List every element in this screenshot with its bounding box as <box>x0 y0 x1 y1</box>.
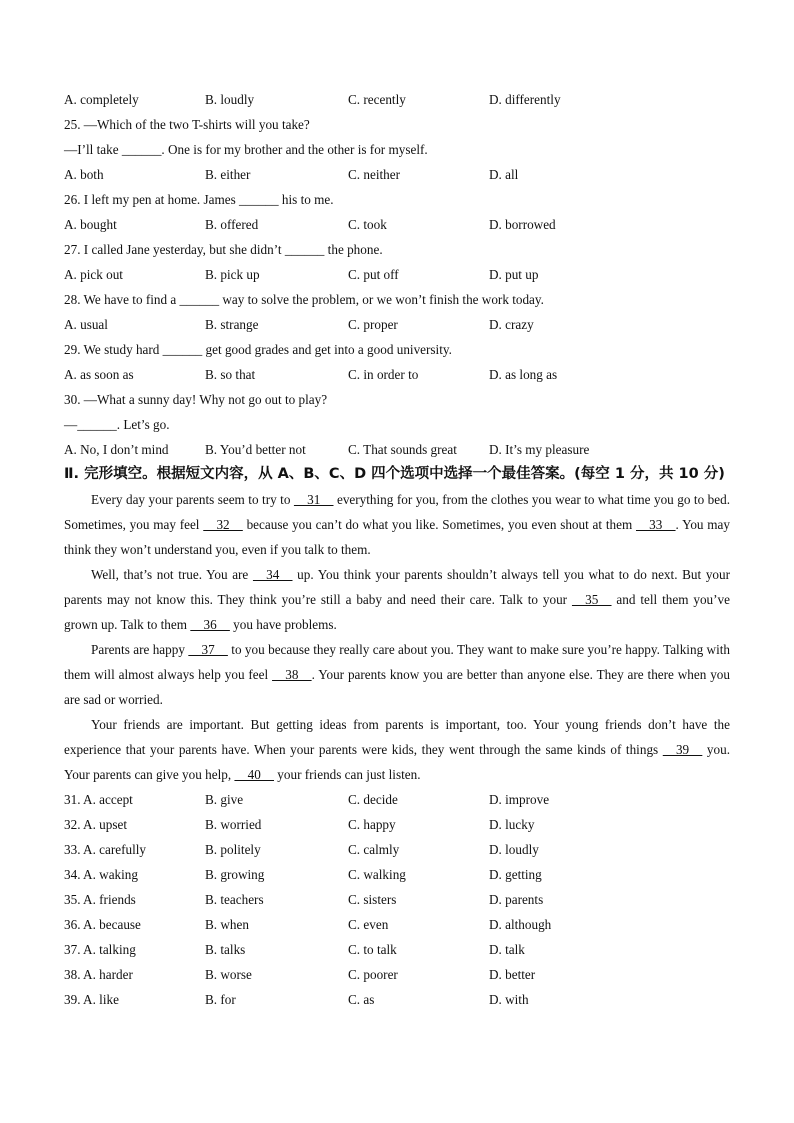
q25-option-b: B. either <box>205 167 251 182</box>
cloze-option: C. calmly <box>348 842 400 857</box>
q26-options <box>64 212 730 237</box>
cloze-option-row <box>64 787 730 812</box>
cloze-option: 32. A. upset <box>64 817 128 832</box>
cloze-option: B. growing <box>205 867 265 882</box>
q29-option-b: B. so that <box>205 367 256 382</box>
cloze-option: 36. A. because <box>64 917 141 932</box>
passage-text: because you can’t do what you like. Sometimes, you even shout at them <box>242 517 636 532</box>
q27-option-a: A. pick out <box>64 267 123 282</box>
passage-text: Every day your parents seem to try to <box>91 492 294 507</box>
cloze-option-row <box>64 862 730 887</box>
blank-37: 37 <box>188 642 228 657</box>
q24-option-b: B. loudly <box>205 92 255 107</box>
q30-option-d: D. It’s my pleasure <box>489 442 590 457</box>
passage-text: Parents are happy <box>91 642 189 657</box>
passage-paragraph-3 <box>64 637 730 712</box>
cloze-option-row <box>64 912 730 937</box>
q24-option-d: D. differently <box>489 92 561 107</box>
cloze-option: D. better <box>489 967 536 982</box>
cloze-option: B. worse <box>205 967 252 982</box>
cloze-option: D. loudly <box>489 842 539 857</box>
cloze-option: B. talks <box>205 942 246 957</box>
cloze-option-row <box>64 887 730 912</box>
cloze-option: B. worried <box>205 817 262 832</box>
blank-34: 34 <box>252 567 293 582</box>
cloze-option: D. with <box>489 992 529 1007</box>
q25-stem-reply: —I’ll take ______. One is for my brother and the other is for myself. <box>64 142 428 157</box>
cloze-options-list <box>64 787 730 1012</box>
cloze-option-row <box>64 837 730 862</box>
q29-option-d: D. as long as <box>489 367 558 382</box>
q24-option-c: C. recently <box>348 92 406 107</box>
q28-options <box>64 312 730 337</box>
q28-option-a: A. usual <box>64 317 108 332</box>
cloze-option: C. to talk <box>348 942 397 957</box>
passage-text: . Your parents know you are better than anyone else. They are there when you are sad or worried. <box>64 667 730 707</box>
q30-option-c: C. That sounds great <box>348 442 457 457</box>
q28-stem: 28. We have to find a ______ way to solve the problem, or we won’t finish the work today. <box>64 292 544 307</box>
q30-stem-reply: —______. Let’s go. <box>64 417 170 432</box>
q25-option-d: D. all <box>489 167 519 182</box>
passage-text: and tell them you’ve grown up. Talk to them <box>64 592 730 632</box>
blank-35: 35 <box>571 592 612 607</box>
q29-stem: 29. We study hard ______ get good grades and get into a good university. <box>64 342 452 357</box>
blank-36: 36 <box>190 617 230 632</box>
q25-stem: 25. —Which of the two T-shirts will you take? <box>64 117 310 132</box>
blank-31: 31 <box>293 492 334 507</box>
q27-stem: 27. I called Jane yesterday, but she didn’t ______ the phone. <box>64 242 383 257</box>
q29-options <box>64 362 730 387</box>
cloze-option: D. although <box>489 917 552 932</box>
blank-38: 38 <box>272 667 312 682</box>
cloze-option: B. when <box>205 917 249 932</box>
cloze-option: C. decide <box>348 792 398 807</box>
cloze-option: D. lucky <box>489 817 535 832</box>
passage-paragraph-2 <box>64 562 730 637</box>
q26-option-c: C. took <box>348 217 387 232</box>
cloze-option: B. for <box>205 992 236 1007</box>
cloze-option: C. poorer <box>348 967 398 982</box>
cloze-option: C. happy <box>348 817 396 832</box>
q26-stem: 26. I left my pen at home. James ______ his to me. <box>64 192 334 207</box>
q30-stem: 30. —What a sunny day! Why not go out to play? <box>64 392 328 407</box>
cloze-option: C. sisters <box>348 892 397 907</box>
cloze-option: B. politely <box>205 842 261 857</box>
q28-option-b: B. strange <box>205 317 259 332</box>
cloze-option: D. talk <box>489 942 525 957</box>
cloze-option-row <box>64 812 730 837</box>
cloze-option: 33. A. carefully <box>64 842 147 857</box>
cloze-option: D. getting <box>489 867 542 882</box>
q30-options <box>64 437 730 462</box>
cloze-option: 35. A. friends <box>64 892 136 907</box>
blank-40: 40 <box>234 767 274 782</box>
passage-text: . You may think they won’t understand you, even if you talk to them. <box>64 517 730 557</box>
q29-option-a: A. as soon as <box>64 367 134 382</box>
cloze-option-row <box>64 987 730 1012</box>
q28-option-c: C. proper <box>348 317 398 332</box>
cloze-option: B. give <box>205 792 244 807</box>
q26-option-a: A. bought <box>64 217 117 232</box>
q27-option-b: B. pick up <box>205 267 260 282</box>
q24-options <box>64 87 730 112</box>
q27-options <box>64 262 730 287</box>
passage-text: Your friends are important. But getting ideas from parents is important, too. Your young friends don’t have the experience that your parents have. When your parents were kids, they went through the same kinds of things <box>64 717 730 757</box>
exam-page <box>64 87 730 1012</box>
passage-text: to you because they really care about you. They want to make sure you’re happy. Talking with them will almost always help you feel <box>64 642 730 682</box>
blank-32: 32 <box>203 517 243 532</box>
passage-text: you. Your parents can give you help, <box>64 742 730 782</box>
q27-option-d: D. put up <box>489 267 539 282</box>
q29-option-c: C. in order to <box>348 367 419 382</box>
cloze-option: D. improve <box>489 792 550 807</box>
cloze-option: C. as <box>348 992 375 1007</box>
cloze-option-row <box>64 937 730 962</box>
cloze-option: 38. A. harder <box>64 967 133 982</box>
q26-option-b: B. offered <box>205 217 259 232</box>
cloze-option: 37. A. talking <box>64 942 136 957</box>
q24-option-a: A. completely <box>64 92 139 107</box>
cloze-option: B. teachers <box>205 892 264 907</box>
blank-33: 33 <box>635 517 676 532</box>
q27-option-c: C. put off <box>348 267 399 282</box>
passage-paragraph-1 <box>64 487 730 562</box>
q25-options <box>64 162 730 187</box>
q30-option-a: A. No, I don’t mind <box>64 442 169 457</box>
q28-option-d: D. crazy <box>489 317 534 332</box>
passage-text: you have problems. <box>229 617 337 632</box>
passage-paragraph-4 <box>64 712 730 787</box>
blank-39: 39 <box>662 742 703 757</box>
cloze-option: 31. A. accept <box>64 792 133 807</box>
section-heading-cloze: Ⅱ. 完形填空。根据短文内容，从 A、B、C、D 四个选项中选择一个最佳答案。(每空 1 分，共 10 分) <box>64 466 725 482</box>
passage-text: Well, that’s not true. You are <box>91 567 253 582</box>
q25-option-a: A. both <box>64 167 104 182</box>
cloze-option: C. even <box>348 917 389 932</box>
cloze-option: C. walking <box>348 867 406 882</box>
cloze-option: 34. A. waking <box>64 867 138 882</box>
cloze-option-row <box>64 962 730 987</box>
q25-option-c: C. neither <box>348 167 401 182</box>
q30-option-b: B. You’d better not <box>205 442 306 457</box>
cloze-option: D. parents <box>489 892 544 907</box>
passage-text: up. You think your parents shouldn’t always tell you what to do next. But your parents may not know this. They think you’re still a baby and need their care. Talk to your <box>64 567 730 607</box>
cloze-option: 39. A. like <box>64 992 119 1007</box>
q26-option-d: D. borrowed <box>489 217 556 232</box>
passage-text: everything for you, from the clothes you wear to what time you go to bed. Sometimes, you may feel <box>64 492 730 532</box>
passage-text: your friends can just listen. <box>274 767 421 782</box>
